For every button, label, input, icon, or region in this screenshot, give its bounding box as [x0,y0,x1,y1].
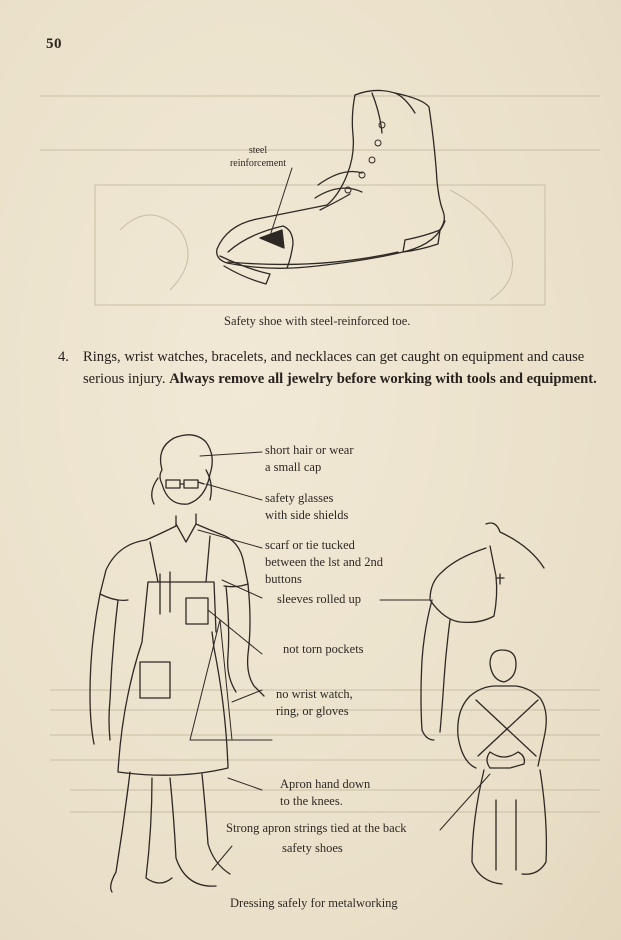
steel-reinforcement-label: steel reinforcement [229,145,287,169]
dress-caption: Dressing safely for metalworking [230,896,398,910]
label-scarf-tucked: scarf or tie tucked between the lst and 2nd buttons [265,538,384,586]
item-text: Rings, wrist watches, bracelets, and necklaces can get caught on equipment and cause serious injury. [83,349,585,387]
label-apron-strings: Strong apron strings tied at the back [226,821,407,835]
item-text-bold: Always remove all jewelry before working with tools and equipment. [169,371,597,387]
label-no-wrist-watch: no wrist watch, ring, or gloves [276,687,353,718]
label-apron-length: Apron hand down to the knees. [280,777,371,808]
shoe-caption: Safety shoe with steel-reinforced toe. [224,314,411,328]
label-safety-glasses: safety glasses with side shields [265,491,349,522]
item-number: 4. [58,349,69,365]
label-pockets: not torn pockets [283,642,364,656]
label-sleeves-rolled: sleeves rolled up [277,592,362,606]
page-number: 50 [46,36,62,52]
label-short-hair: short hair or wear a small cap [265,443,354,474]
label-safety-shoes: safety shoes [282,841,343,855]
